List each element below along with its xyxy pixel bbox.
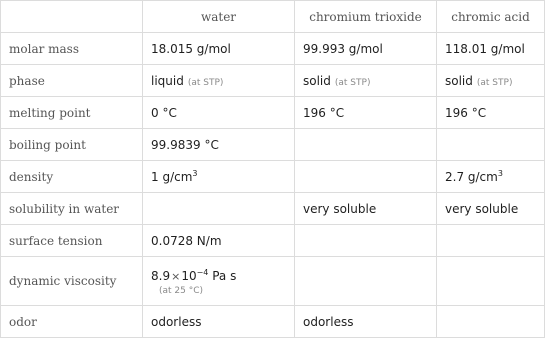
exponent: −4: [196, 267, 209, 277]
cell-chromic-acid: 118.01 g/mol: [437, 33, 545, 65]
row-density: [1, 161, 545, 193]
cell-chromium-trioxide: [295, 129, 437, 161]
cell-chromic-acid: [437, 306, 545, 338]
condition-note: (at STP): [187, 77, 224, 88]
cell-chromic-acid: [437, 129, 545, 161]
row-label: melting point: [1, 97, 143, 129]
cell-chromium-trioxide: 99.993 g/mol: [295, 33, 437, 65]
column-header-chromic-acid: chromic acid: [437, 1, 545, 33]
cell-chromium-trioxide: odorless: [295, 306, 437, 338]
row-solubility: [1, 193, 545, 225]
header-blank: [1, 1, 143, 33]
cell-water: [143, 161, 295, 193]
value: 2.7 g/cm: [445, 169, 498, 184]
cell-chromic-acid: 196 °C: [437, 97, 545, 129]
row-melting-point: [1, 97, 545, 129]
row-label: surface tension: [1, 225, 143, 257]
row-label: solubility in water: [1, 193, 143, 225]
cell-water: [143, 257, 295, 306]
cell-chromium-trioxide: 196 °C: [295, 97, 437, 129]
row-label: phase: [1, 65, 143, 97]
condition-note: (at STP): [476, 77, 513, 88]
cell-chromium-trioxide: very soluble: [295, 193, 437, 225]
column-header-water: water: [143, 1, 295, 33]
cell-water: 18.015 g/mol: [143, 33, 295, 65]
row-label: odor: [1, 306, 143, 338]
cell-chromic-acid: [437, 225, 545, 257]
row-dynamic-viscosity: [1, 257, 545, 306]
value-base: 10: [181, 268, 197, 283]
row-surface-tension: [1, 225, 545, 257]
value: 1 g/cm: [151, 169, 193, 184]
times-sign: ×: [171, 269, 181, 283]
exponent: 3: [192, 168, 198, 178]
row-label: boiling point: [1, 129, 143, 161]
row-boiling-point: [1, 129, 545, 161]
cell-water: [143, 65, 295, 97]
row-molar-mass: [1, 33, 545, 65]
row-label: molar mass: [1, 33, 143, 65]
cell-chromium-trioxide: [295, 225, 437, 257]
value-mantissa: 8.9: [151, 268, 171, 283]
row-odor: [1, 306, 545, 338]
row-label: density: [1, 161, 143, 193]
cell-chromic-acid: [437, 257, 545, 306]
cell-water: [143, 193, 295, 225]
cell-chromic-acid: [437, 161, 545, 193]
cell-water: odorless: [143, 306, 295, 338]
condition-note: (at STP): [334, 77, 371, 88]
value: liquid: [151, 73, 184, 88]
row-phase: [1, 65, 545, 97]
cell-water: 0 °C: [143, 97, 295, 129]
cell-chromium-trioxide: [295, 65, 437, 97]
unit: Pa s: [212, 268, 237, 283]
cell-chromic-acid: [437, 65, 545, 97]
cell-water: 99.9839 °C: [143, 129, 295, 161]
cell-water: 0.0728 N/m: [143, 225, 295, 257]
column-header-chromium-trioxide: chromium trioxide: [295, 1, 437, 33]
header-row: [1, 1, 545, 33]
cell-chromic-acid: very soluble: [437, 193, 545, 225]
exponent: 3: [497, 168, 503, 178]
cell-chromium-trioxide: [295, 257, 437, 306]
row-label: dynamic viscosity: [1, 257, 143, 306]
condition-note: (at 25 °C): [159, 285, 204, 296]
value: solid: [445, 73, 473, 88]
cell-chromium-trioxide: [295, 161, 437, 193]
value: solid: [303, 73, 331, 88]
